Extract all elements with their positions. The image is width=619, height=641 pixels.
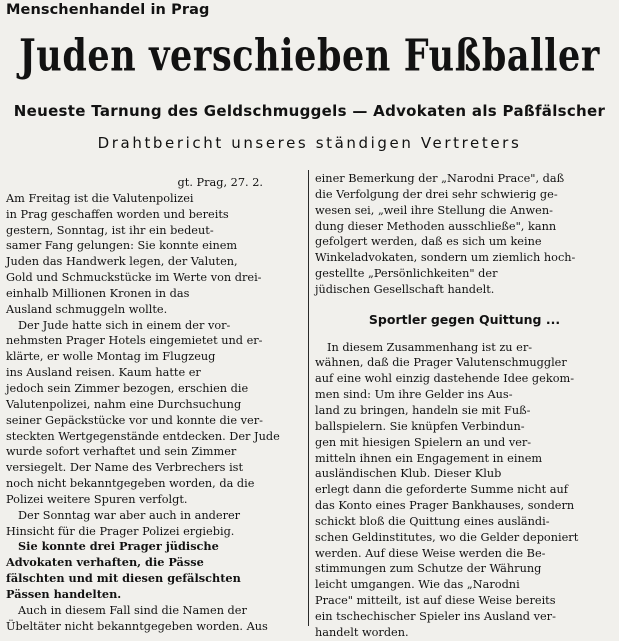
- text-line: versiegelt. Der Name des Verbrechers ist: [6, 461, 244, 475]
- text-line: wesen sei, „weil ihre Stellung die Anwen-: [315, 203, 553, 217]
- text-line: seiner Gepäckstücke vor und konnte die ver-: [6, 413, 263, 427]
- text-line: wähnen, daß die Prager Valutenschmuggler: [315, 356, 567, 370]
- text-line: jüdischen Gesellschaft handelt.: [315, 282, 495, 296]
- text-line: erlegt dann die geforderte Summe nicht auf: [315, 483, 568, 497]
- text-line: jedoch sein Zimmer bezogen, erschien die: [6, 381, 249, 395]
- text-line: ein tschechischer Spieler ins Ausland ver-: [315, 609, 556, 623]
- text-line: Auch in diesem Fall sind die Namen der: [18, 603, 247, 617]
- text-line: land zu bringen, handeln sie mit Fuß-: [315, 403, 531, 417]
- text-line: mitteln ihnen ein Engagement in einem: [315, 451, 543, 465]
- text-line: schen Geldinstitutes, wo die Gelder deponiert: [315, 530, 579, 544]
- text-line: nehmsten Prager Hotels eingemietet und er-: [6, 334, 263, 348]
- text-line: wurde sofort verhaftet und sein Zimmer: [6, 445, 237, 459]
- text-line: Polizei weitere Spuren verfolgt.: [6, 492, 188, 506]
- text-line: dung dieser Methoden ausschließe", kann: [315, 219, 557, 233]
- dateline: gt. Prag, 27. 2.: [177, 176, 263, 189]
- text-line: Winkeladvokaten, sondern um ziemlich hoch-: [315, 251, 576, 265]
- text-line: werden. Auf diese Weise werden die Be-: [315, 546, 546, 560]
- text-line: men sind: Um ihre Gelder ins Aus-: [315, 388, 513, 402]
- text-line: Pässen handelten.: [6, 586, 122, 601]
- text-line: steckten Wertgegenstände entdecken. Der Jude: [6, 429, 280, 443]
- section-heading: Sportler gegen Quittung ...: [368, 311, 561, 327]
- text-line: handelt worden.: [315, 625, 409, 639]
- article-column-left: [6, 175, 303, 634]
- text-line: gestellte „Persönlichkeiten" der: [315, 267, 498, 281]
- text-line: gestern, Sonntag, ist ihr ein bedeut-: [6, 223, 214, 237]
- text-line: gen mit hiesigen Spielern an und ver-: [315, 435, 532, 449]
- text-line: Sie konnte drei Prager jüdische: [18, 539, 219, 554]
- column-divider: [308, 170, 309, 626]
- text-line: fälschten und mit diesen gefälschten: [6, 571, 241, 586]
- text-line: Advokaten verhaften, die Pässe: [6, 555, 204, 570]
- byline: Drahtbericht unseres ständigen Vertreters: [97, 134, 522, 152]
- article-column-right: [315, 171, 614, 641]
- text-line: Übeltäter nicht bekanntgegeben worden. Aus: [6, 619, 268, 633]
- text-line: einhalb Millionen Kronen in das: [6, 286, 190, 300]
- text-line: Valutenpolizei, nahm eine Durchsuchung: [6, 397, 242, 411]
- kicker: Menschenhandel in Prag: [6, 2, 210, 18]
- subheadline: Neueste Tarnung des Geldschmuggels — Advokaten als Paßfälscher: [13, 102, 606, 120]
- text-line: noch nicht bekanntgegeben worden, da die: [6, 477, 255, 491]
- text-line: das Konto eines Prager Bankhauses, sondern: [315, 499, 575, 513]
- text-line: In diesem Zusammenhang ist zu er-: [327, 340, 533, 354]
- text-line: Der Sonntag war aber auch in anderer: [18, 508, 241, 522]
- text-line: gefolgert werden, daß es sich um keine: [315, 235, 542, 249]
- text-line: ballspielern. Sie knüpfen Verbindun-: [315, 419, 525, 433]
- text-line: schickt bloß die Quittung eines ausländi-: [315, 514, 550, 528]
- text-line: klärte, er wolle Montag im Flugzeug: [6, 350, 216, 364]
- text-line: auf eine wohl einzig dastehende Idee gekom-: [315, 372, 575, 386]
- text-line: Prace" mitteilt, ist auf diese Weise bereits: [315, 594, 556, 608]
- text-line: stimmungen zum Schutze der Währung: [315, 562, 542, 576]
- text-line: samer Fang gelungen: Sie konnte einem: [6, 239, 238, 253]
- text-line: die Verfolgung der drei sehr schwierig ge-: [315, 187, 558, 201]
- text-line: in Prag geschaffen worden und bereits: [6, 207, 229, 221]
- text-line: leicht umgangen. Wie das „Narodni: [315, 578, 520, 592]
- headline: Juden verschieben Fußballer: [19, 30, 600, 82]
- text-line: Am Freitag ist die Valutenpolizei: [6, 191, 194, 205]
- text-line: ins Ausland reisen. Kaum hatte er: [6, 366, 201, 380]
- text-line: einer Bemerkung der „Narodni Prace", daß: [315, 172, 565, 185]
- text-line: ausländischen Klub. Dieser Klub: [315, 467, 502, 481]
- text-line: Der Jude hatte sich in einem der vor-: [18, 318, 231, 332]
- text-line: Hinsicht für die Prager Polizei ergiebig.: [6, 524, 235, 538]
- text-line: Ausland schmuggeln wollte.: [6, 302, 168, 316]
- text-line: Juden das Handwerk legen, der Valuten,: [6, 255, 238, 269]
- text-line: Gold und Schmuckstücke im Werte von drei-: [6, 271, 262, 285]
